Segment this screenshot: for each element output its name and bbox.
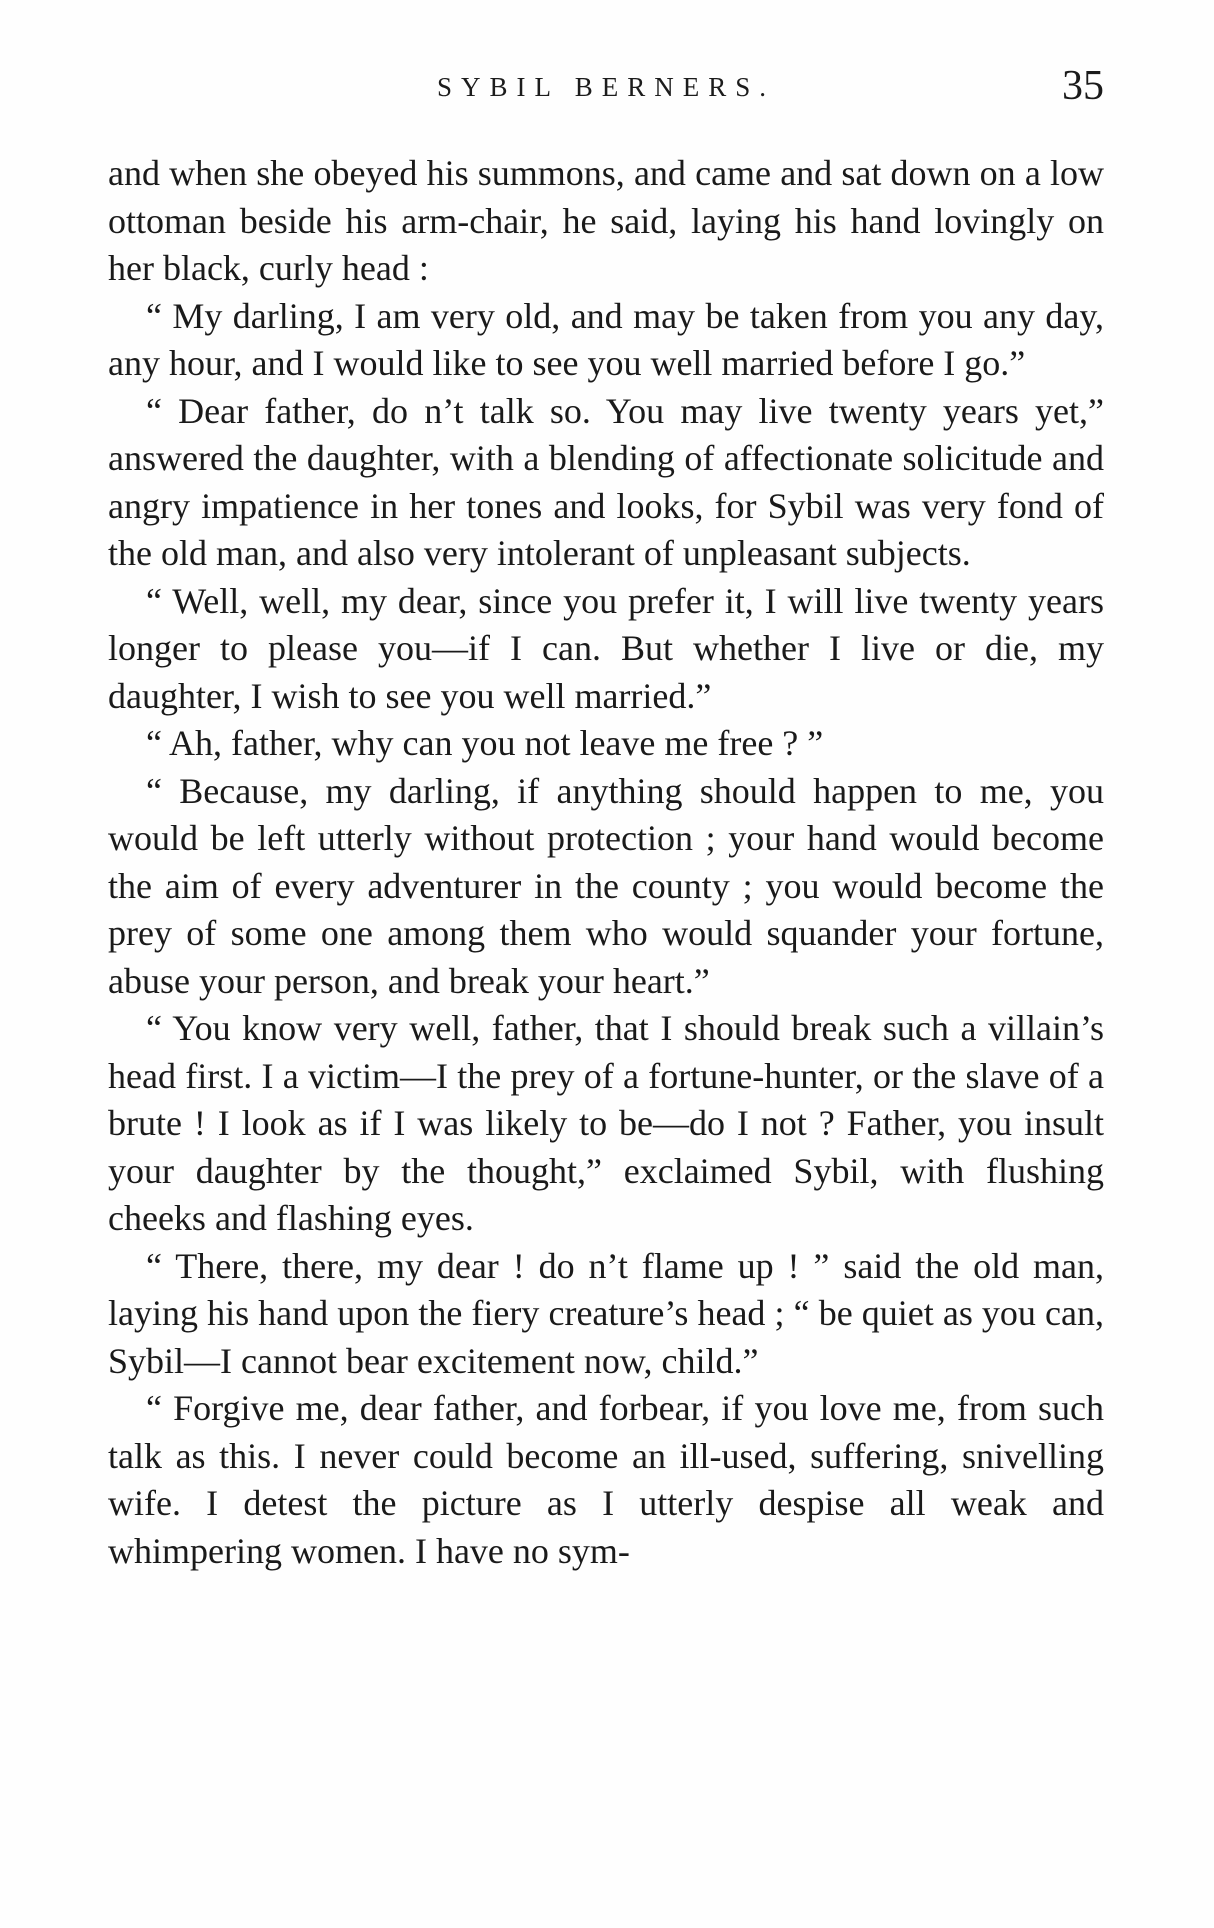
paragraph: “ There, there, my dear ! do n’t flame up ! ” said the old man, laying his hand upon the fiery creature’s head ; “ be quiet as you can, Sybil—I cannot bear excitement now, child.”: [108, 1245, 1104, 1381]
running-title: SYBIL BERNERS.: [436, 72, 776, 102]
paragraph: and when she obeyed his summons, and came and sat down on a low ottoman beside his arm-chair, he said, laying his hand lovingly on her black, curly head :: [108, 153, 1104, 288]
paragraph: “ Ah, father, why can you not leave me free ? ”: [146, 723, 824, 763]
paragraph: “ You know very well, father, that I should break such a villain’s head first. I a victim—I the prey of a fortune-hunter, or the slave of a brute ! I look as if I was likely to be—do I not ? Father, you insult your daughter by the thought,” exclaimed Sybil, with flushing cheeks and flashing eyes.: [108, 1008, 1104, 1238]
paragraph: “ Forgive me, dear father, and forbear, if you love me, from such talk as this. I never could become an ill-used, suffering, snivelling wife. I detest the picture as I utterly despise all weak and whimpering women. I have no sym-: [108, 1388, 1104, 1571]
body-text: [108, 150, 1104, 1575]
page-number: 35: [1062, 63, 1104, 109]
paragraph: “ Dear father, do n’t talk so. You may live twenty years yet,” answered the daughter, with a blending of affectionate solicitude and angry impatience in her tones and looks, for Sybil was very fond of the old man, and also very intolerant of unpleasant subjects.: [108, 390, 1104, 573]
paragraph: “ Well, well, my dear, since you prefer it, I will live twenty years longer to please you—if I can. But whether I live or die, my daughter, I wish to see you well married.”: [108, 580, 1104, 716]
paragraph: “ My darling, I am very old, and may be taken from you any day, any hour, and I would like to see you well married before I go.”: [108, 295, 1104, 383]
paragraph: “ Because, my darling, if anything should happen to me, you would be left utterly without protection ; your hand would become the aim of every adventurer in the county ; you would become the prey of some one among them who would squander your fortune, abuse your person, and break your heart.”: [108, 770, 1104, 1001]
running-head: [108, 62, 1104, 112]
